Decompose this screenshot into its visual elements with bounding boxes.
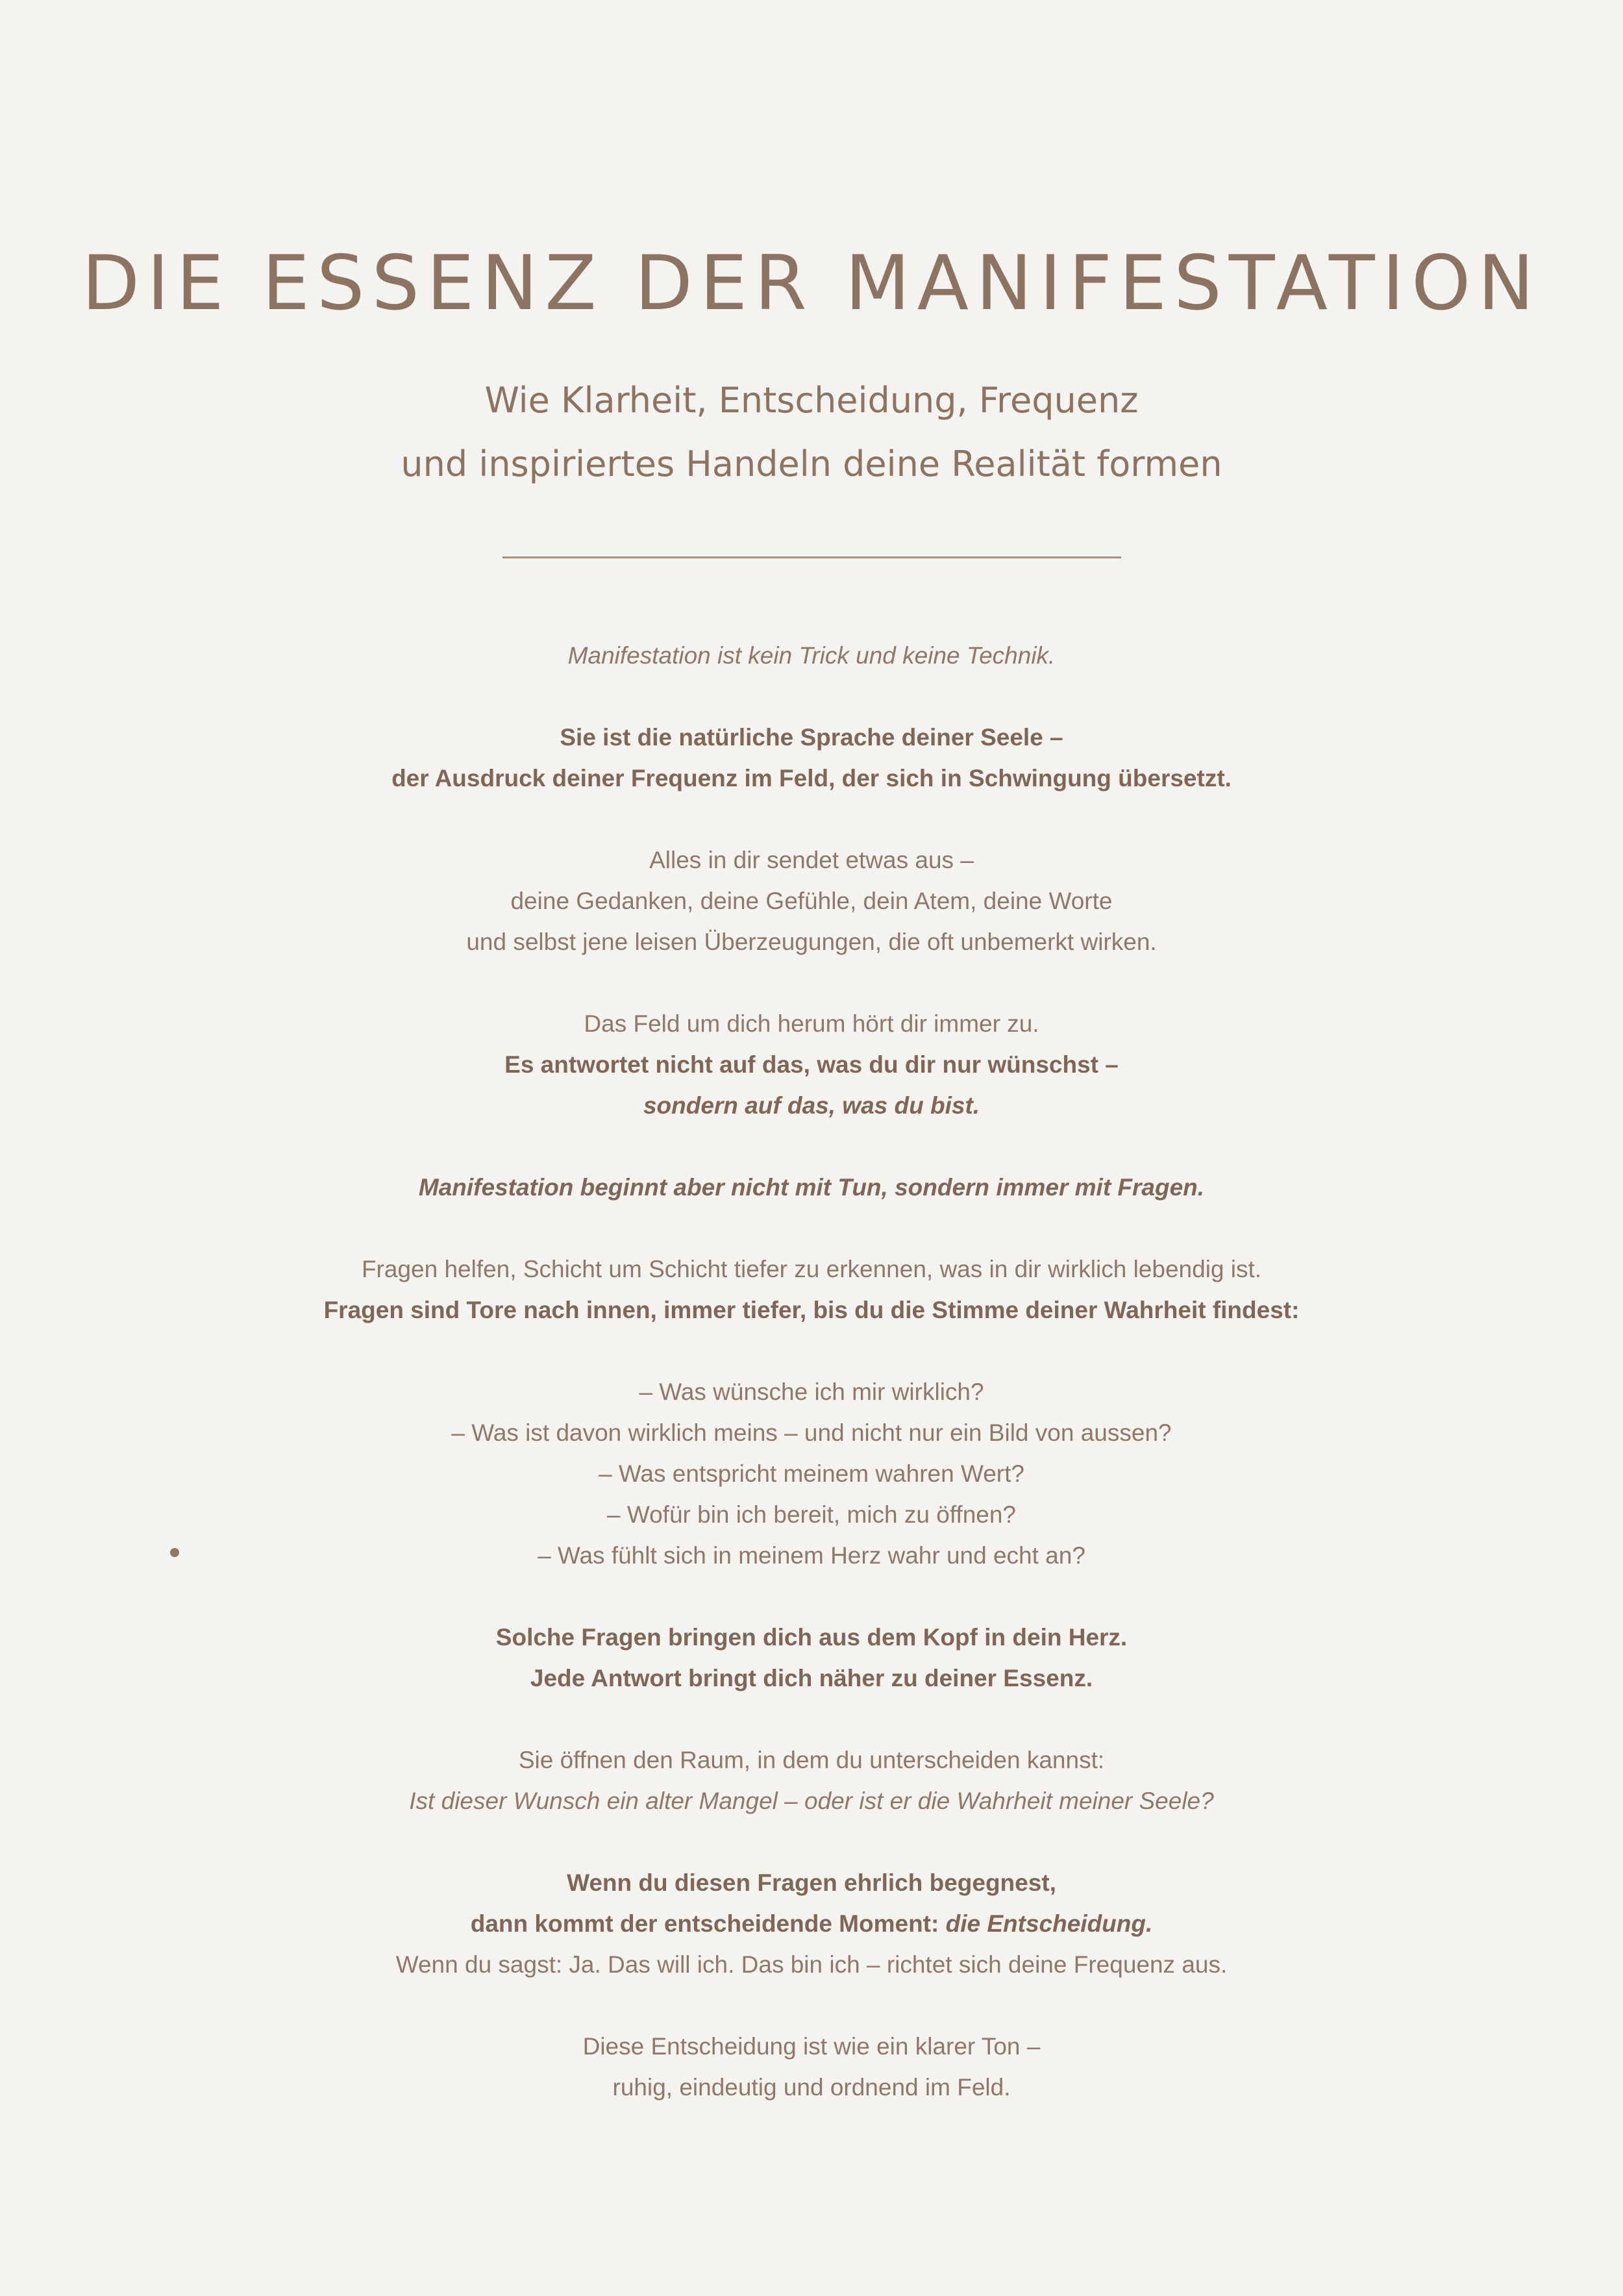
body-text — [0, 635, 1623, 2108]
field-line-3: sondern auf das, was du bist. — [643, 1092, 980, 1119]
question-item: – Was entspricht meinem wahren Wert? — [599, 1460, 1024, 1487]
decision-lead: dann kommt der entscheidende Moment: — [470, 1910, 946, 1937]
discern-line-1: Sie öffnen den Raum, in dem du unterscheiden kannst: — [518, 1747, 1105, 1773]
clear-tone-line-2: ruhig, eindeutig und ordnend im Feld. — [612, 2074, 1011, 2101]
questions-purpose-line-2: Fragen sind Tore nach innen, immer tiefer, bis du die Stimme deiner Wahrheit findest: — [323, 1297, 1300, 1323]
intro-line: Manifestation ist kein Trick und keine Technik. — [567, 642, 1056, 669]
title-divider — [502, 556, 1121, 558]
soul-language-line-2: der Ausdruck deiner Frequenz im Feld, der sich in Schwingung übersetzt. — [391, 765, 1232, 792]
sending-line-1: Alles in dir sendet etwas aus – — [649, 847, 974, 873]
questions-purpose-line-1: Fragen helfen, Schicht um Schicht tiefer zu erkennen, was in dir wirklich lebendig ist. — [361, 1256, 1262, 1282]
question-item: – Was ist davon wirklich meins – und nicht nur ein Bild von aussen? — [451, 1419, 1172, 1446]
page-subtitle — [0, 369, 1623, 496]
decision-emphasis: die Entscheidung. — [945, 1910, 1153, 1937]
clear-tone-line-1: Diese Entscheidung ist wie ein klarer Ton – — [582, 2033, 1041, 2060]
bullet-dot — [170, 1548, 179, 1557]
sending-line-2: deine Gedanken, deine Gefühle, dein Atem, deine Worte — [510, 888, 1113, 914]
sending-line-3: und selbst jene leisen Überzeugungen, die oft unbemerkt wirken. — [466, 929, 1157, 955]
heart-line-2: Jede Antwort bringt dich näher zu deiner Essenz. — [530, 1665, 1093, 1691]
field-line-2: Es antwortet nicht auf das, was du dir nur wünschst – — [504, 1051, 1119, 1078]
question-item: – Wofür bin ich bereit, mich zu öffnen? — [606, 1501, 1017, 1528]
subtitle-line-1: Wie Klarheit, Entscheidung, Frequenz — [484, 380, 1139, 421]
decision-line-3: Wenn du sagst: Ja. Das will ich. Das bin ich – richtet sich deine Frequenz aus. — [395, 1951, 1228, 1978]
question-item: – Was fühlt sich in meinem Herz wahr und echt an? — [538, 1542, 1085, 1569]
discern-line-2: Ist dieser Wunsch ein alter Mangel – oder ist er die Wahrheit meiner Seele? — [409, 1788, 1214, 1814]
page-title: DIE ESSENZ DER MANIFESTATION — [81, 240, 1542, 327]
decision-line-2 — [0, 1903, 1623, 1944]
subtitle-line-2: und inspiriertes Handeln deine Realität formen — [401, 443, 1222, 484]
questions-intro-line: Manifestation beginnt aber nicht mit Tun, sondern immer mit Fragen. — [418, 1174, 1205, 1201]
heart-line-1: Solche Fragen bringen dich aus dem Kopf in dein Herz. — [495, 1624, 1128, 1651]
decision-line-1: Wenn du diesen Fragen ehrlich begegnest, — [567, 1869, 1056, 1896]
field-line-1: Das Feld um dich herum hört dir immer zu. — [584, 1010, 1039, 1037]
soul-language-line-1: Sie ist die natürliche Sprache deiner Seele – — [560, 724, 1063, 751]
question-item: – Was wünsche ich mir wirklich? — [639, 1379, 984, 1405]
